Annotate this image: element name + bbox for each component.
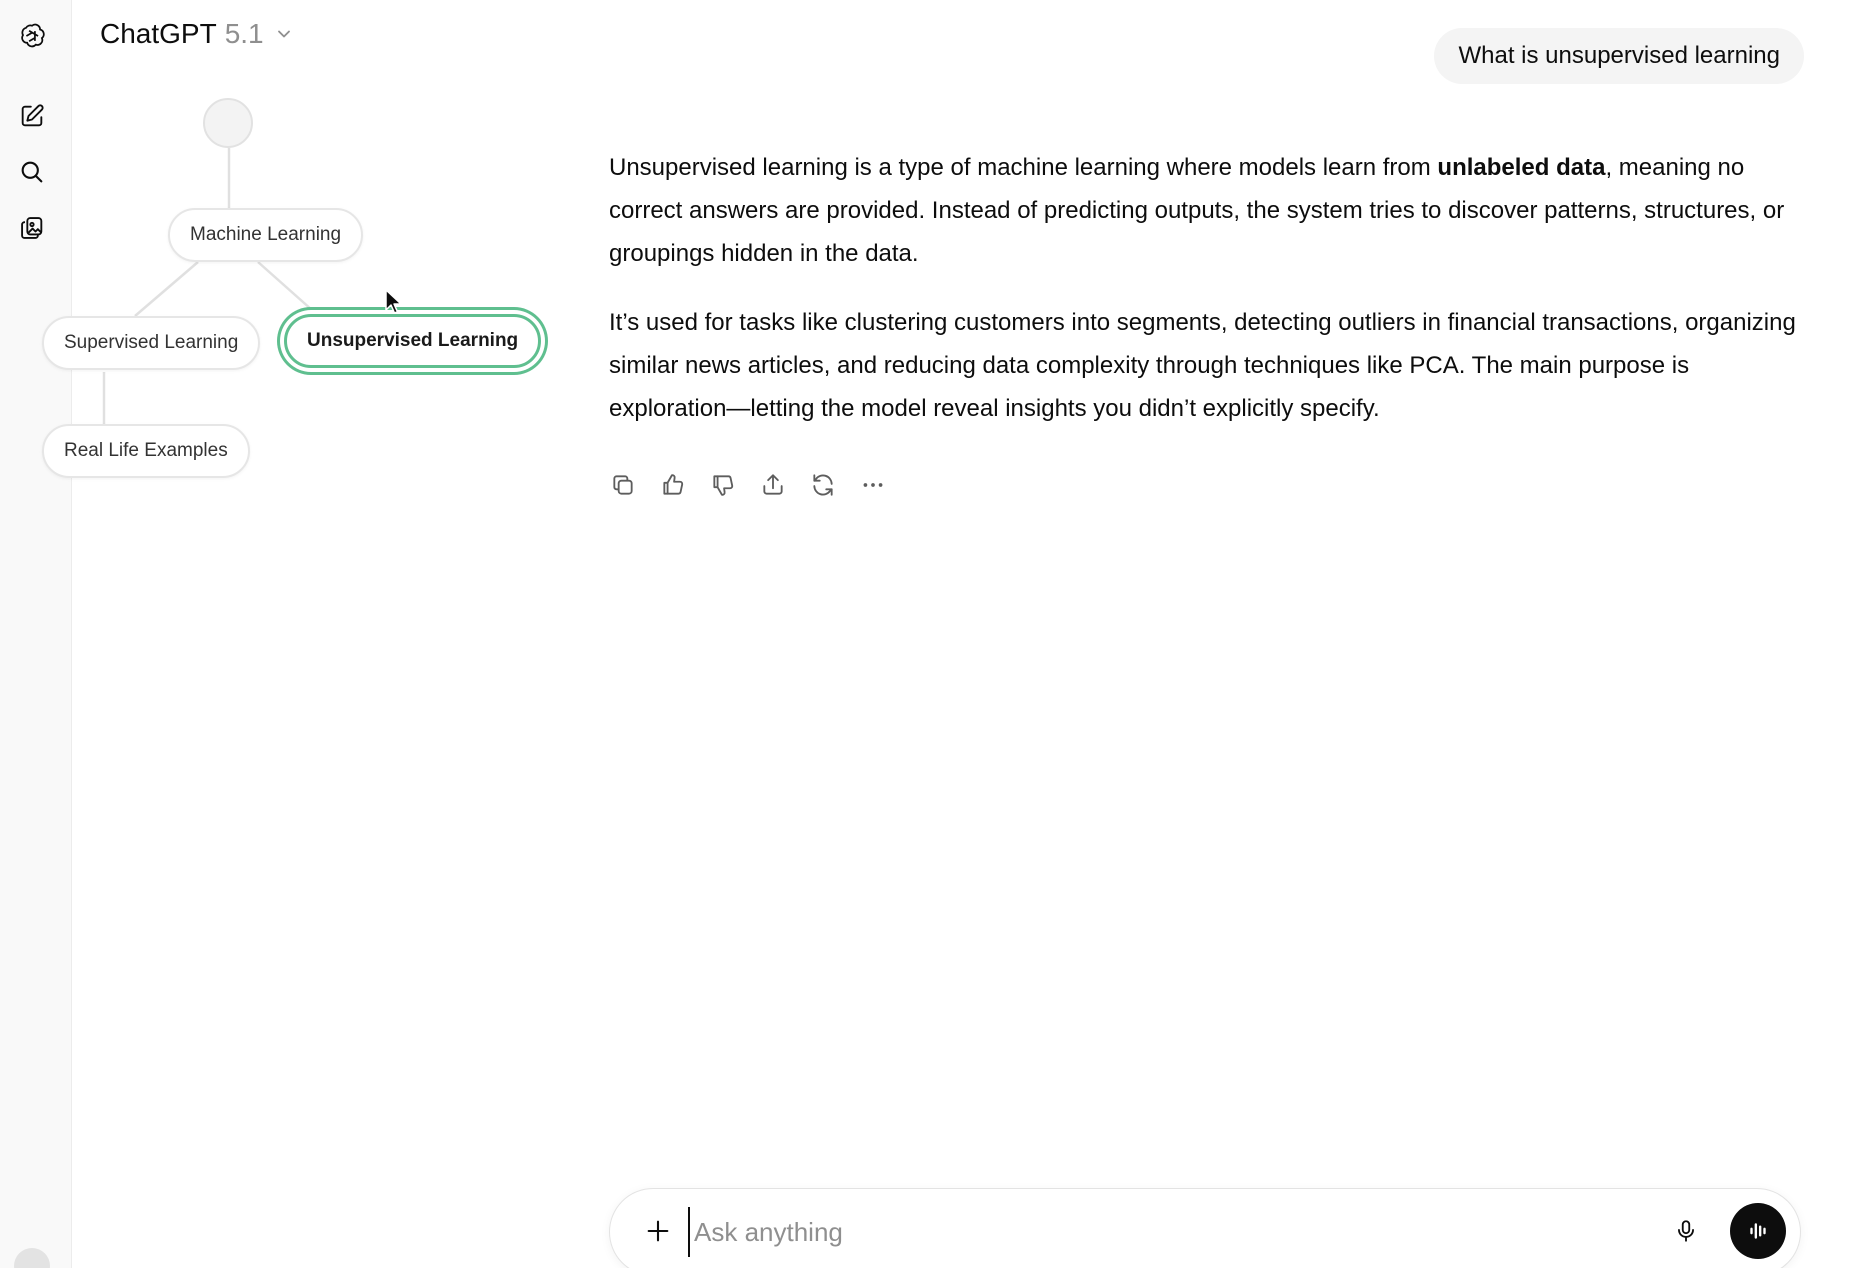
dictate-button[interactable] [1664, 1209, 1708, 1253]
response-actions [608, 470, 888, 500]
regenerate-icon [810, 472, 836, 498]
assistant-response [609, 146, 1809, 456]
node-real-life-examples[interactable]: Real Life Examples [42, 424, 250, 478]
copy-icon [610, 472, 636, 498]
connector-ml-supervised [135, 262, 198, 316]
connector-ml-unsupervised [258, 262, 312, 310]
share-icon [760, 472, 786, 498]
composer [609, 1188, 1801, 1268]
response-text: Unsupervised learning is a type of machine learning where models learn from [609, 154, 1438, 181]
response-paragraph-2: It’s used for tasks like clustering customers into segments, detecting outliers in financial transactions, organizing similar news articles, and reducing data complexity through techniques like PCA. The main purpose is exploration—letting the model reveal insights you didn’t explicitly specify. [609, 309, 1796, 422]
mouse-cursor-icon [384, 288, 404, 316]
voice-waveform-icon [1745, 1218, 1771, 1244]
node-unsupervised-learning[interactable]: Unsupervised Learning [284, 314, 541, 368]
regenerate-button[interactable] [808, 470, 838, 500]
response-text: , meaning no correct answers are provided. Instead of predicting outputs, the system tries to discover patterns, structures, or groupings hidden in the data. [609, 154, 1785, 267]
avatar[interactable] [14, 1248, 50, 1268]
thumbs-down-button[interactable] [708, 470, 738, 500]
model-version: 5.1 [224, 18, 264, 49]
microphone-icon [1673, 1218, 1699, 1244]
more-icon [860, 472, 886, 498]
message-input[interactable] [688, 1207, 1596, 1257]
user-message: What is unsupervised learning [1434, 28, 1804, 84]
thumbs-down-icon [710, 472, 736, 498]
thumbs-up-button[interactable] [658, 470, 688, 500]
thumbs-up-icon [660, 472, 686, 498]
response-paragraph-1 [609, 146, 1809, 275]
response-bold-text: unlabeled data [1437, 154, 1606, 181]
copy-button[interactable] [608, 470, 638, 500]
voice-mode-button[interactable] [1730, 1203, 1786, 1259]
more-button[interactable] [858, 470, 888, 500]
node-machine-learning[interactable]: Machine Learning [168, 208, 363, 262]
plus-icon [644, 1217, 672, 1245]
model-name: ChatGPT [100, 18, 217, 49]
share-button[interactable] [758, 470, 788, 500]
mind-map-root[interactable] [203, 98, 253, 148]
node-supervised-learning[interactable]: Supervised Learning [42, 316, 260, 370]
attach-button[interactable] [636, 1209, 680, 1253]
